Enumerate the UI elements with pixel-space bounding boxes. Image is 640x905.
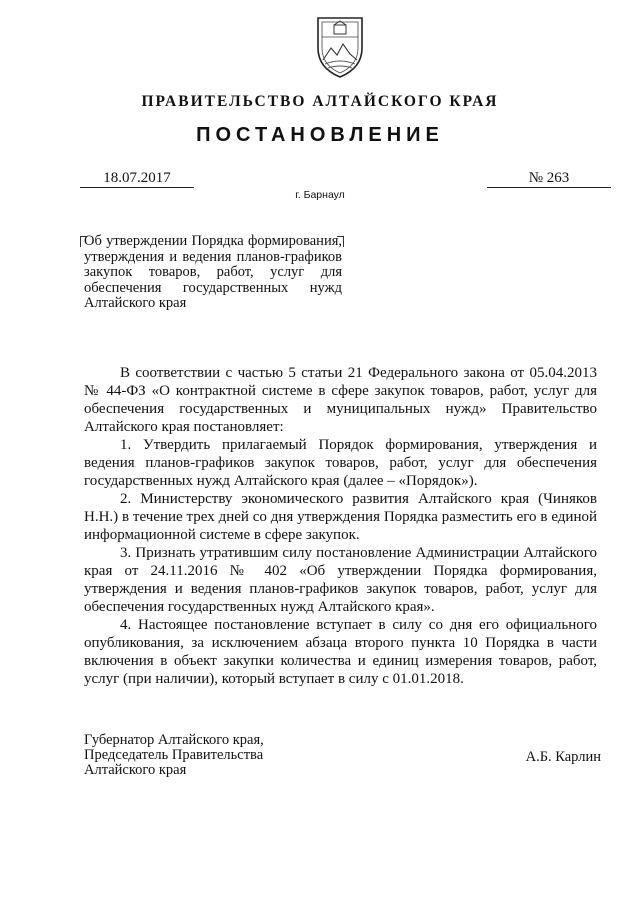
- city-label: г. Барнаул: [295, 189, 345, 201]
- body-paragraph-preamble: В соответствии с частью 5 статьи 21 Федерального закона от 05.04.2013 № 44-ФЗ «О контрактной системе в сфере закупок товаров, работ, услуг для обеспечения государственных и муниципальных нужд» Правительство Алтайского края постановляет:: [84, 365, 597, 435]
- body-paragraph-1: 1. Утвердить прилагаемый Порядок формирования, утверждения и ведения планов-графиков закупок товаров, работ, услуг для обеспечения государственных нужд Алтайского края (далее – «Порядок»).: [84, 437, 597, 489]
- body-paragraph-4: 4. Настоящее постановление вступает в силу со дня его официального опубликования, за исключением абзаца второго пункта 10 Порядка в части включения в объект закупки количества и единиц измерения товаров, работ, услуг (при наличии), который вступает в силу с 01.01.2018.: [84, 617, 597, 687]
- coat-of-arms-icon: [313, 14, 367, 80]
- document-type: ПОСТАНОВЛЕНИЕ: [196, 124, 444, 146]
- document-subject: Об утверждении Порядка формирования, утверждения и ведения планов-графиков закупок товаров, работ, услуг для обеспечения государственных нужд Алтайского края: [84, 233, 342, 311]
- document-body: [84, 364, 597, 688]
- document-number: № 263: [487, 170, 611, 188]
- signatory-title-line-2: Председатель Правительства: [84, 747, 264, 763]
- signatory-title-line-3: Алтайского края: [84, 762, 187, 778]
- body-paragraph-2: 2. Министерству экономического развития Алтайского края (Чиняков Н.Н.) в течение трех дней со дня утверждения Порядка разместить его в единой информационной системе в сфере закупок.: [84, 491, 597, 543]
- document-date: 18.07.2017: [80, 170, 194, 188]
- signatory-title-line-1: Губернатор Алтайского края,: [84, 732, 264, 748]
- signatory-title: [84, 733, 384, 778]
- signatory-name: А.Б. Карлин: [525, 749, 601, 765]
- body-paragraph-3: 3. Признать утратившим силу постановление Администрации Алтайского края от 24.11.2016 № 402 «Об утверждении Порядка формирования, утверждения и ведения планов-графиков закупок товаров, работ, услуг для обеспечения государственных нужд Алтайского края».: [84, 545, 597, 615]
- organization-name: ПРАВИТЕЛЬСТВО АЛТАЙСКОГО КРАЯ: [141, 93, 499, 110]
